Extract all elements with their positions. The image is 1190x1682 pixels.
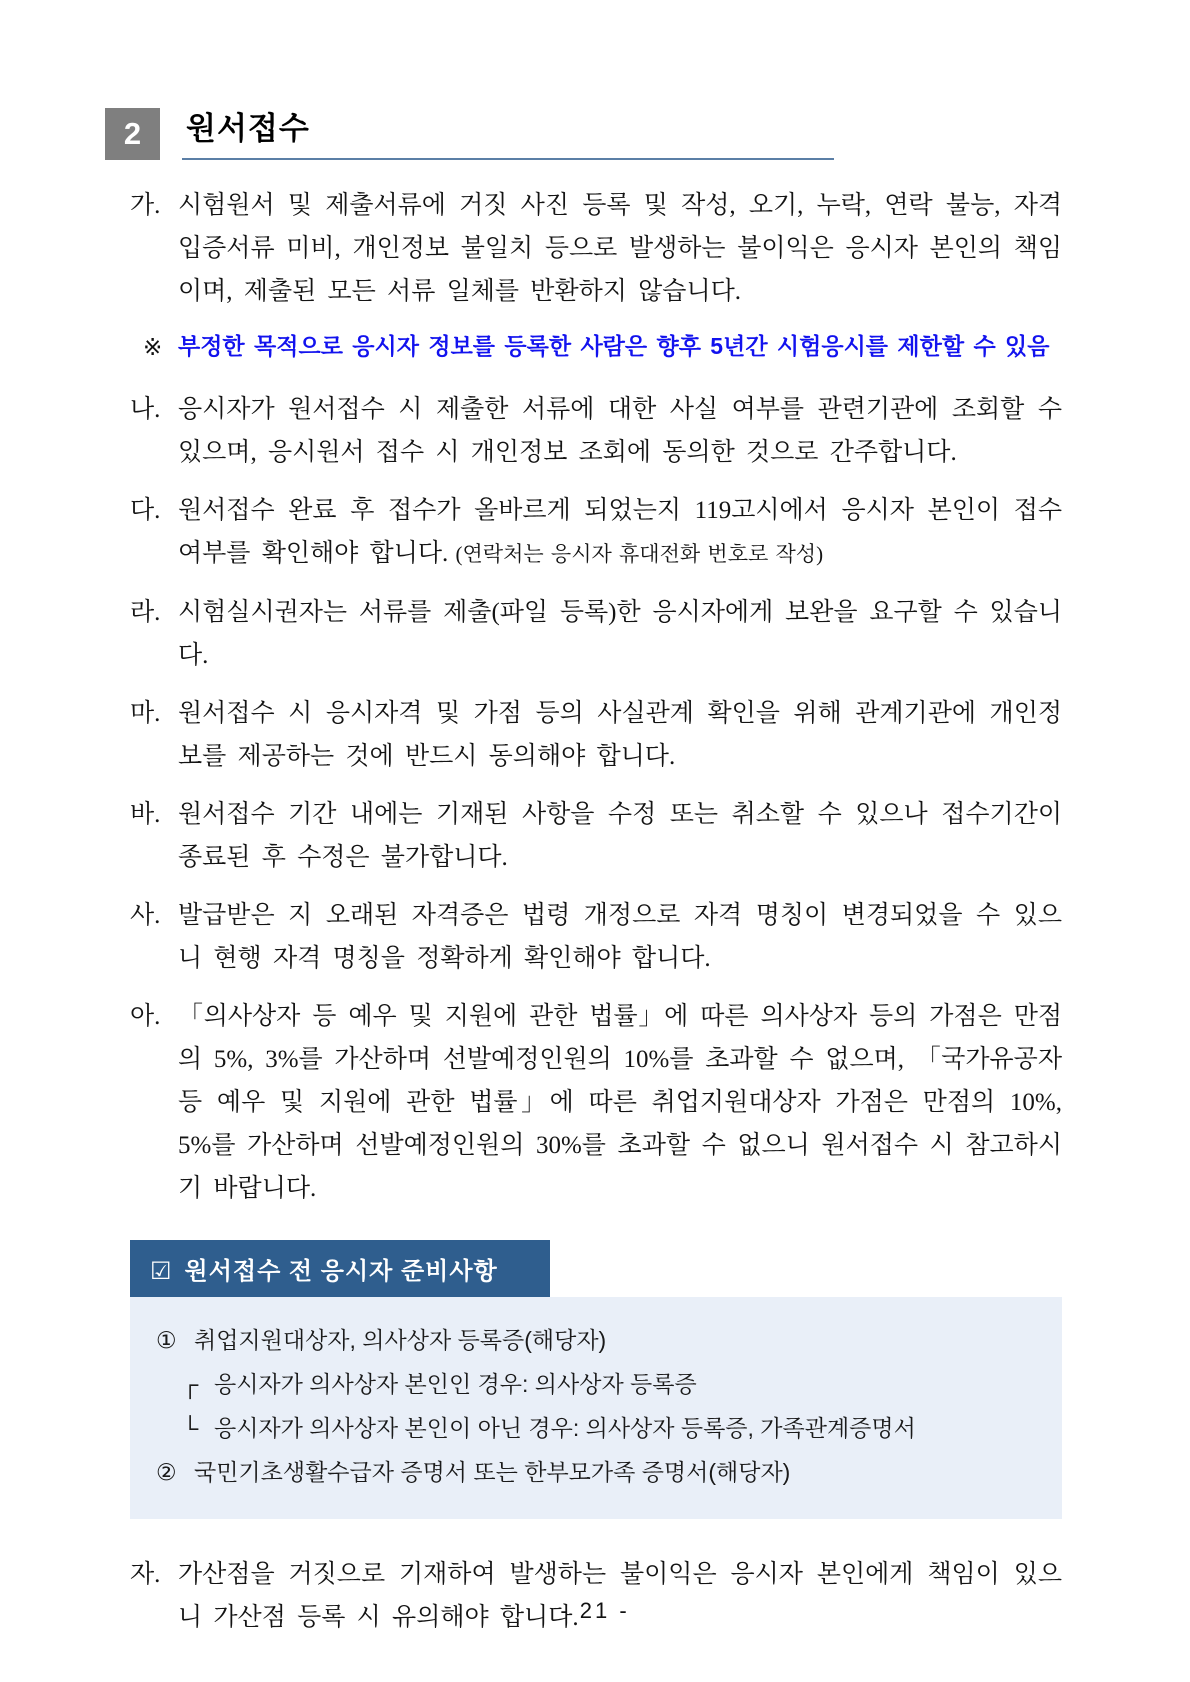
paragraph-sa xyxy=(130,894,1062,980)
checkbox-icon: ☑ xyxy=(150,1258,173,1285)
checklist-item xyxy=(156,1455,1038,1489)
warning-note xyxy=(130,326,1062,370)
page-title: 원서접수 xyxy=(186,111,310,146)
checklist-box xyxy=(130,1240,1062,1519)
item-number-icon: ① xyxy=(156,1327,177,1353)
checklist-header xyxy=(130,1240,550,1297)
paragraph-text: 발급받은 지 오래된 자격증은 법령 개정으로 자격 명칭이 변경되었을 수 있으니 현행 자격 명칭을 정확하게 확인해야 합니다. xyxy=(178,902,1062,972)
paragraph-marker: 나. xyxy=(130,396,161,423)
item-number-icon: ② xyxy=(156,1459,177,1485)
section-header xyxy=(105,103,1062,160)
paragraph-marker: 다. xyxy=(130,497,161,524)
branch-top-icon: ┌ xyxy=(182,1371,199,1397)
checklist-subitem xyxy=(182,1411,1038,1445)
paragraph-ba xyxy=(130,793,1062,879)
reference-mark-icon: ※ xyxy=(143,334,163,360)
checklist-item-text: 응시자가 의사상자 본인이 아닌 경우: 의사상자 등록증, 가족관계증명서 xyxy=(214,1415,916,1441)
paragraph-text: 원서접수 완료 후 접수가 올바르게 되었는지 119고시에서 응시자 본인이 접수 여부를 확인해야 합니다. xyxy=(178,497,1062,567)
checklist-title: 원서접수 전 응시자 준비사항 xyxy=(184,1258,498,1285)
checklist-item-text: 응시자가 의사상자 본인인 경우: 의사상자 등록증 xyxy=(214,1371,697,1397)
paragraph-da xyxy=(130,489,1062,576)
paragraph-ra xyxy=(130,591,1062,677)
paragraph-text: 원서접수 시 응시자격 및 가점 등의 사실관계 확인을 위해 관계기관에 개인정보를 제공하는 것에 반드시 동의해야 합니다. xyxy=(178,700,1062,770)
paragraph-a xyxy=(130,995,1062,1210)
paragraph-marker: 자. xyxy=(130,1561,161,1588)
checklist-item-text: 국민기초생활수급자 증명서 또는 한부모가족 증명서(해당자) xyxy=(194,1459,791,1485)
paragraph-text: 가산점을 거짓으로 기재하여 발생하는 불이익은 응시자 본인에게 책임이 있으니 가산점 등록 시 유의해야 합니다. xyxy=(178,1561,1062,1631)
page-number: - 21 - xyxy=(560,1598,630,1623)
checklist-item xyxy=(156,1323,1038,1357)
section-number-badge: 2 xyxy=(105,108,160,160)
paragraph-marker: 아. xyxy=(130,1003,161,1030)
paragraph-marker: 사. xyxy=(130,902,161,929)
paragraph-marker: 가. xyxy=(130,192,161,219)
paragraph-parenthetical: (연락처는 응시자 휴대전화 번호로 작성) xyxy=(448,542,824,566)
section-title-underline xyxy=(182,103,834,160)
paragraph-na xyxy=(130,388,1062,474)
paragraph-marker: 라. xyxy=(130,599,161,626)
checklist-item-text: 취업지원대상자, 의사상자 등록증(해당자) xyxy=(194,1327,607,1353)
paragraph-marker: 마. xyxy=(130,700,161,727)
checklist-body xyxy=(130,1297,1062,1519)
branch-bottom-icon: └ xyxy=(182,1415,199,1441)
paragraph-text: 시험원서 및 제출서류에 거짓 사진 등록 및 작성, 오기, 누락, 연락 불능, 자격 입증서류 미비, 개인정보 불일치 등으로 발생하는 불이익은 응시자 본인의 책임이며, 제출된 모든 서류 일체를 반환하지 않습니다. xyxy=(178,192,1062,305)
paragraph-ga xyxy=(130,184,1062,313)
paragraph-text: 응시자가 원서접수 시 제출한 서류에 대한 사실 여부를 관련기관에 조회할 수 있으며, 응시원서 접수 시 개인정보 조회에 동의한 것으로 간주합니다. xyxy=(178,396,1062,466)
warning-note-text: 부정한 목적으로 응시자 정보를 등록한 사람은 향후 5년간 시험응시를 제한할 수 있음 xyxy=(178,333,1050,359)
paragraph-ma xyxy=(130,692,1062,778)
paragraph-text: 원서접수 기간 내에는 기재된 사항을 수정 또는 취소할 수 있으나 접수기간이 종료된 후 수정은 불가합니다. xyxy=(178,801,1062,871)
paragraph-text: 「의사상자 등 예우 및 지원에 관한 법률」에 따른 의사상자 등의 가점은 만점의 5%, 3%를 가산하며 선발예정인원의 10%를 초과할 수 없으며, 「국가유공자 등 예우 및 지원에 관한 법률」에 따른 취업지원대상자 가점은 만점의 10%, 5%를 가산하며 선발예정인원의 30%를 초과할 수 없으니 원서접수 시 참고하시기 바랍니다. xyxy=(178,1003,1062,1202)
paragraph-text: 시험실시권자는 서류를 제출(파일 등록)한 응시자에게 보완을 요구할 수 있습니다. xyxy=(178,599,1062,669)
paragraph-ja xyxy=(130,1553,1062,1639)
paragraph-marker: 바. xyxy=(130,801,161,828)
checklist-subitem xyxy=(182,1367,1038,1401)
